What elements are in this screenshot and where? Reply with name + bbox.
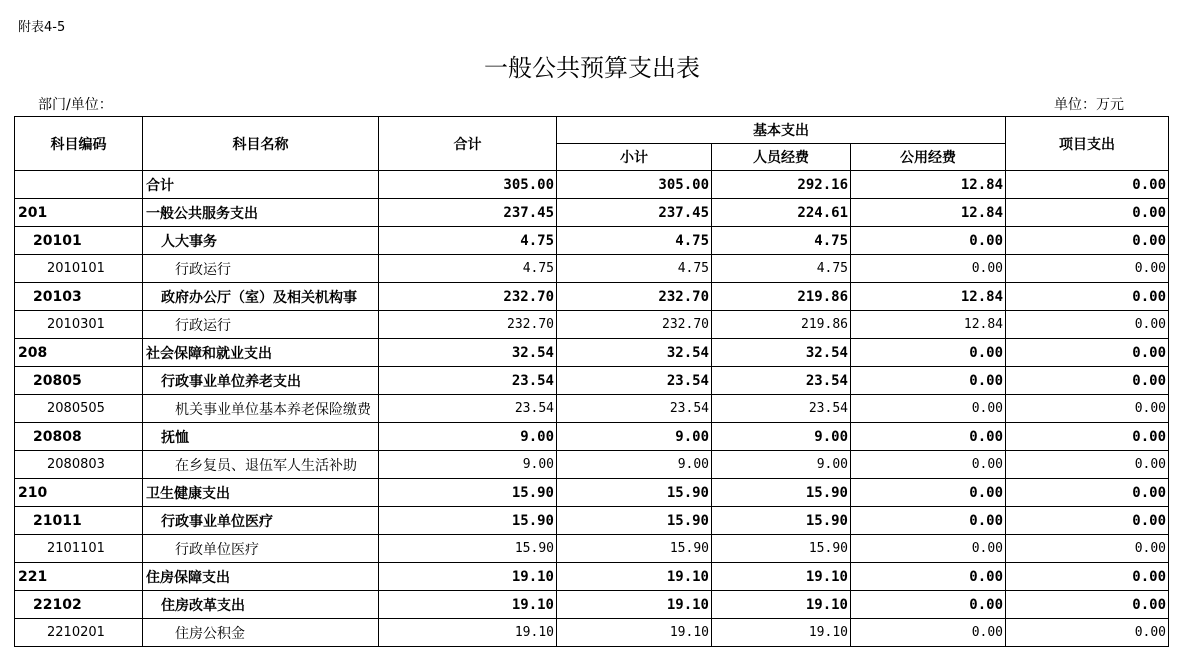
cell-name: 行政单位医疗 — [143, 535, 379, 563]
cell-code: 2010301 — [15, 311, 143, 339]
cell-personnel: 219.86 — [712, 311, 851, 339]
cell-subtotal: 4.75 — [557, 255, 712, 283]
cell-public: 0.00 — [851, 255, 1006, 283]
cell-name: 行政运行 — [143, 311, 379, 339]
cell-name: 住房保障支出 — [143, 563, 379, 591]
cell-project: 0.00 — [1006, 535, 1169, 563]
cell-name: 行政运行 — [143, 255, 379, 283]
table-row — [15, 619, 1169, 647]
unit-label: 单位：万元 — [1054, 97, 1124, 113]
cell-public: 0.00 — [851, 339, 1006, 367]
cell-code: 210 — [15, 479, 143, 507]
cell-project: 0.00 — [1006, 339, 1169, 367]
department-label: 部门/单位： — [38, 97, 113, 113]
cell-personnel: 292.16 — [712, 171, 851, 199]
cell-personnel: 23.54 — [712, 367, 851, 395]
cell-subtotal: 15.90 — [557, 507, 712, 535]
cell-personnel: 23.54 — [712, 395, 851, 423]
cell-name: 一般公共服务支出 — [143, 199, 379, 227]
cell-personnel: 4.75 — [712, 255, 851, 283]
cell-project: 0.00 — [1006, 479, 1169, 507]
cell-subtotal: 9.00 — [557, 423, 712, 451]
cell-subtotal: 232.70 — [557, 311, 712, 339]
header-name: 科目名称 — [143, 117, 379, 171]
cell-public: 0.00 — [851, 563, 1006, 591]
cell-name: 机关事业单位基本养老保险缴费 — [143, 395, 379, 423]
table-body — [15, 171, 1169, 647]
cell-subtotal: 19.10 — [557, 563, 712, 591]
table-row — [15, 311, 1169, 339]
cell-public: 12.84 — [851, 199, 1006, 227]
cell-subtotal: 232.70 — [557, 283, 712, 311]
cell-personnel: 219.86 — [712, 283, 851, 311]
header-personnel: 人员经费 — [712, 144, 851, 171]
cell-code: 20808 — [15, 423, 143, 451]
table-reference: 附表4-5 — [18, 20, 66, 35]
table-row — [15, 171, 1169, 199]
table-row — [15, 479, 1169, 507]
cell-project: 0.00 — [1006, 283, 1169, 311]
cell-total: 15.90 — [379, 507, 557, 535]
cell-code: 21011 — [15, 507, 143, 535]
cell-code: 201 — [15, 199, 143, 227]
cell-personnel: 19.10 — [712, 591, 851, 619]
cell-subtotal: 19.10 — [557, 591, 712, 619]
cell-public: 12.84 — [851, 311, 1006, 339]
cell-code: 20103 — [15, 283, 143, 311]
cell-total: 232.70 — [379, 311, 557, 339]
cell-public: 0.00 — [851, 591, 1006, 619]
cell-code: 2210201 — [15, 619, 143, 647]
table-row — [15, 451, 1169, 479]
cell-code: 2101101 — [15, 535, 143, 563]
cell-personnel: 15.90 — [712, 535, 851, 563]
cell-name: 卫生健康支出 — [143, 479, 379, 507]
cell-total: 9.00 — [379, 451, 557, 479]
cell-name: 住房公积金 — [143, 619, 379, 647]
cell-total: 4.75 — [379, 227, 557, 255]
cell-project: 0.00 — [1006, 563, 1169, 591]
cell-subtotal: 15.90 — [557, 479, 712, 507]
cell-public: 0.00 — [851, 367, 1006, 395]
cell-total: 23.54 — [379, 367, 557, 395]
cell-personnel: 4.75 — [712, 227, 851, 255]
cell-public: 0.00 — [851, 227, 1006, 255]
table-row — [15, 591, 1169, 619]
cell-total: 32.54 — [379, 339, 557, 367]
table-row — [15, 507, 1169, 535]
cell-public: 0.00 — [851, 451, 1006, 479]
page-title: 一般公共预算支出表 — [484, 54, 700, 82]
cell-name: 合计 — [143, 171, 379, 199]
table-row — [15, 535, 1169, 563]
cell-public: 0.00 — [851, 535, 1006, 563]
table-row — [15, 395, 1169, 423]
cell-total: 19.10 — [379, 563, 557, 591]
cell-project: 0.00 — [1006, 227, 1169, 255]
cell-project: 0.00 — [1006, 619, 1169, 647]
header-code: 科目编码 — [15, 117, 143, 171]
cell-code: 22102 — [15, 591, 143, 619]
cell-public: 0.00 — [851, 507, 1006, 535]
table-row — [15, 563, 1169, 591]
cell-personnel: 32.54 — [712, 339, 851, 367]
cell-total: 237.45 — [379, 199, 557, 227]
cell-total: 9.00 — [379, 423, 557, 451]
cell-project: 0.00 — [1006, 423, 1169, 451]
cell-subtotal: 237.45 — [557, 199, 712, 227]
cell-personnel: 19.10 — [712, 619, 851, 647]
cell-code: 221 — [15, 563, 143, 591]
cell-name: 人大事务 — [143, 227, 379, 255]
cell-name: 政府办公厅（室）及相关机构事 — [143, 283, 379, 311]
cell-project: 0.00 — [1006, 311, 1169, 339]
cell-project: 0.00 — [1006, 171, 1169, 199]
budget-table — [14, 116, 1169, 647]
cell-name: 抚恤 — [143, 423, 379, 451]
cell-project: 0.00 — [1006, 255, 1169, 283]
table-row — [15, 367, 1169, 395]
table-row — [15, 199, 1169, 227]
table-row — [15, 283, 1169, 311]
cell-total: 305.00 — [379, 171, 557, 199]
cell-public: 0.00 — [851, 395, 1006, 423]
cell-project: 0.00 — [1006, 451, 1169, 479]
cell-code: 2010101 — [15, 255, 143, 283]
cell-subtotal: 23.54 — [557, 367, 712, 395]
cell-personnel: 224.61 — [712, 199, 851, 227]
cell-code: 2080505 — [15, 395, 143, 423]
cell-name: 在乡复员、退伍军人生活补助 — [143, 451, 379, 479]
cell-code: 20805 — [15, 367, 143, 395]
cell-public: 12.84 — [851, 171, 1006, 199]
cell-total: 15.90 — [379, 479, 557, 507]
cell-subtotal: 305.00 — [557, 171, 712, 199]
cell-project: 0.00 — [1006, 395, 1169, 423]
cell-personnel: 9.00 — [712, 423, 851, 451]
cell-personnel: 9.00 — [712, 451, 851, 479]
cell-name: 行政事业单位养老支出 — [143, 367, 379, 395]
header-subtotal: 小计 — [557, 144, 712, 171]
cell-subtotal: 23.54 — [557, 395, 712, 423]
cell-personnel: 15.90 — [712, 479, 851, 507]
cell-public: 0.00 — [851, 479, 1006, 507]
table-row — [15, 339, 1169, 367]
table-header — [15, 117, 1169, 171]
cell-name: 社会保障和就业支出 — [143, 339, 379, 367]
cell-total: 19.10 — [379, 619, 557, 647]
cell-public: 0.00 — [851, 619, 1006, 647]
cell-project: 0.00 — [1006, 507, 1169, 535]
header-public: 公用经费 — [851, 144, 1006, 171]
cell-total: 15.90 — [379, 535, 557, 563]
cell-subtotal: 19.10 — [557, 619, 712, 647]
cell-name: 住房改革支出 — [143, 591, 379, 619]
cell-total: 23.54 — [379, 395, 557, 423]
cell-project: 0.00 — [1006, 591, 1169, 619]
cell-subtotal: 4.75 — [557, 227, 712, 255]
table-row — [15, 255, 1169, 283]
cell-code — [15, 171, 143, 199]
header-project-expenditure: 项目支出 — [1006, 117, 1169, 171]
cell-total: 232.70 — [379, 283, 557, 311]
header-total: 合计 — [379, 117, 557, 171]
cell-public: 0.00 — [851, 423, 1006, 451]
cell-code: 208 — [15, 339, 143, 367]
cell-public: 12.84 — [851, 283, 1006, 311]
table-row — [15, 423, 1169, 451]
cell-project: 0.00 — [1006, 367, 1169, 395]
cell-subtotal: 9.00 — [557, 451, 712, 479]
header-basic-expenditure: 基本支出 — [557, 117, 1006, 144]
cell-code: 20101 — [15, 227, 143, 255]
table-row — [15, 227, 1169, 255]
cell-subtotal: 15.90 — [557, 535, 712, 563]
cell-subtotal: 32.54 — [557, 339, 712, 367]
cell-personnel: 19.10 — [712, 563, 851, 591]
cell-project: 0.00 — [1006, 199, 1169, 227]
cell-total: 19.10 — [379, 591, 557, 619]
cell-code: 2080803 — [15, 451, 143, 479]
cell-personnel: 15.90 — [712, 507, 851, 535]
cell-total: 4.75 — [379, 255, 557, 283]
cell-name: 行政事业单位医疗 — [143, 507, 379, 535]
